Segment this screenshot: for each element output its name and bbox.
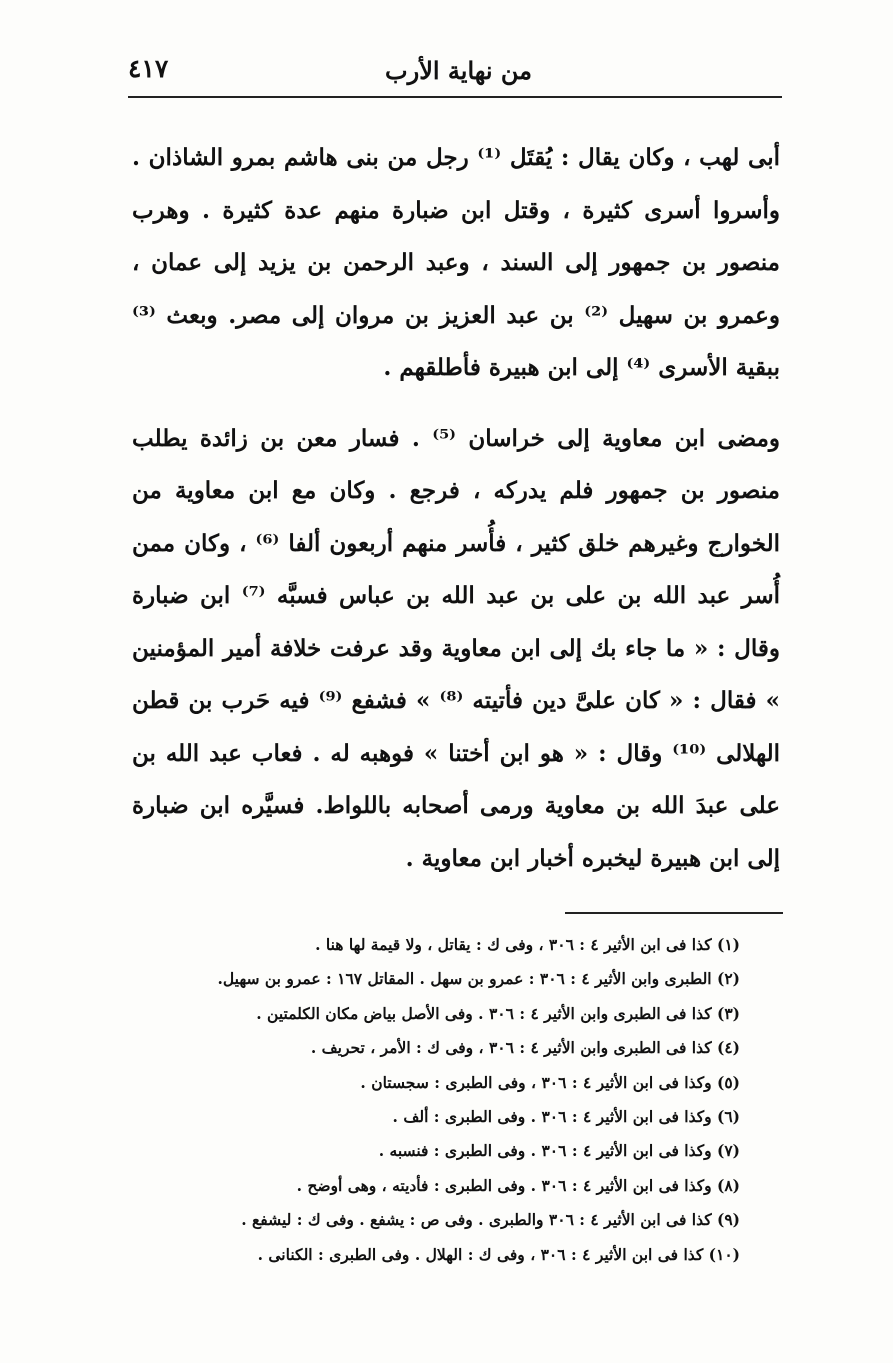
footnote-4: (٤) كذا فى الطبرى وابن الأثير ٤ : ٣٠٦ ، وفى ك : الأمر ، تحريف .: [310, 1038, 740, 1058]
footnote-1: (١) كذا فى ابن الأثير ٤ : ٣٠٦ ، وفى ك : يقاتل ، ولا قيمة لها هنا .: [315, 935, 740, 954]
main-text: [132, 132, 780, 885]
footnote-3: (٣) كذا فى الطبرى وابن الأثير ٤ : ٣٠٦ . وفى الأصل بياض مكان الكلمتين .: [256, 1003, 740, 1023]
footnote-5: (٥) وكذا فى ابن الأثير ٤ : ٣٠٦ ، وفى الطبرى : سجستان .: [360, 1072, 740, 1092]
footnote-7: (٧) وكذا فى ابن الأثير ٤ : ٣٠٦ . وفى الطبرى : فنسبه .: [378, 1141, 740, 1161]
footnote-10: (١٠) كذا فى ابن الأثير ٤ : ٣٠٦ ، وفى ك : الهلال . وفى الطبرى : الكنانى .: [257, 1244, 740, 1264]
header-rule: [128, 96, 782, 98]
paragraph-2: ومضى ابن معاوية إلى خراسان ⁽⁵⁾ . فسار معن بن زائدة يطلب منصور بن جمهور فلم يدركه ، فرجع . وكان مع ابن معاوية من الخوارج وغيرهم خلق كثير ، فأُسر منهم أربعون ألفا ⁽⁶⁾ ، وكان ممن أُسر عبد الله بن على بن عبد الله بن عباس فسبَّه ⁽⁷⁾ ابن ضبارة وقال : « ما جاء بك إلى ابن معاوية وقد عرفت خلافة أمير المؤمنين » فقال : « كان علىَّ دين فأتيته ⁽⁸⁾ » فشفع ⁽⁹⁾ فيه حَرب بن قطن الهلالى ⁽¹⁰⁾ وقال : « هو ابن أختنا » فوهبه له . فعاب عبد الله بن على عبدَ الله بن معاوية ورمى أصحابه باللواط. فسيَّره ابن ضبارة إلى ابن هبيرة ليخبره أخبار ابن معاوية .: [132, 424, 781, 872]
header-title: من نهاية الأرب: [385, 56, 532, 85]
footnotes: [128, 928, 740, 1272]
running-header: [128, 52, 782, 92]
footnote-8: (٨) وكذا فى ابن الأثير ٤ : ٣٠٦ . وفى الطبرى : فأديته ، وهى أوضح .: [296, 1175, 740, 1195]
paragraph-gap: [132, 395, 780, 413]
page-number: ٤١٧: [128, 54, 169, 83]
footnote-rule: [565, 912, 783, 914]
footnote-2: (٢) الطبرى وابن الأثير ٤ : ٣٠٦ : عمرو بن سهل . المقاتل ١٦٧ : عمرو بن سهيل.: [217, 969, 740, 989]
paragraph-1: أبى لهب ، وكان يقال : يُقتَل ⁽¹⁾ رجل من بنى هاشم بمرو الشاذان . وأسروا أسرى كثيرة ، وقتل ابن ضبارة منهم عدة كثيرة . وهرب منصور بن جمهور إلى السند ، وعبد الرحمن بن يزيد إلى عمان ، وعمرو بن سهيل ⁽²⁾ بن عبد العزيز بن مروان إلى مصر. وبعث ⁽³⁾ ببقية الأسرى ⁽⁴⁾ إلى ابن هبيرة فأطلقهم .: [132, 144, 780, 381]
footnote-6: (٦) وكذا فى ابن الأثير ٤ : ٣٠٦ . وفى الطبرى : ألف .: [392, 1107, 740, 1127]
footnote-9: (٩) كذا فى ابن الأثير ٤ : ٣٠٦ والطبرى . وفى ص : يشفع . وفى ك : ليشفع .: [241, 1210, 740, 1230]
